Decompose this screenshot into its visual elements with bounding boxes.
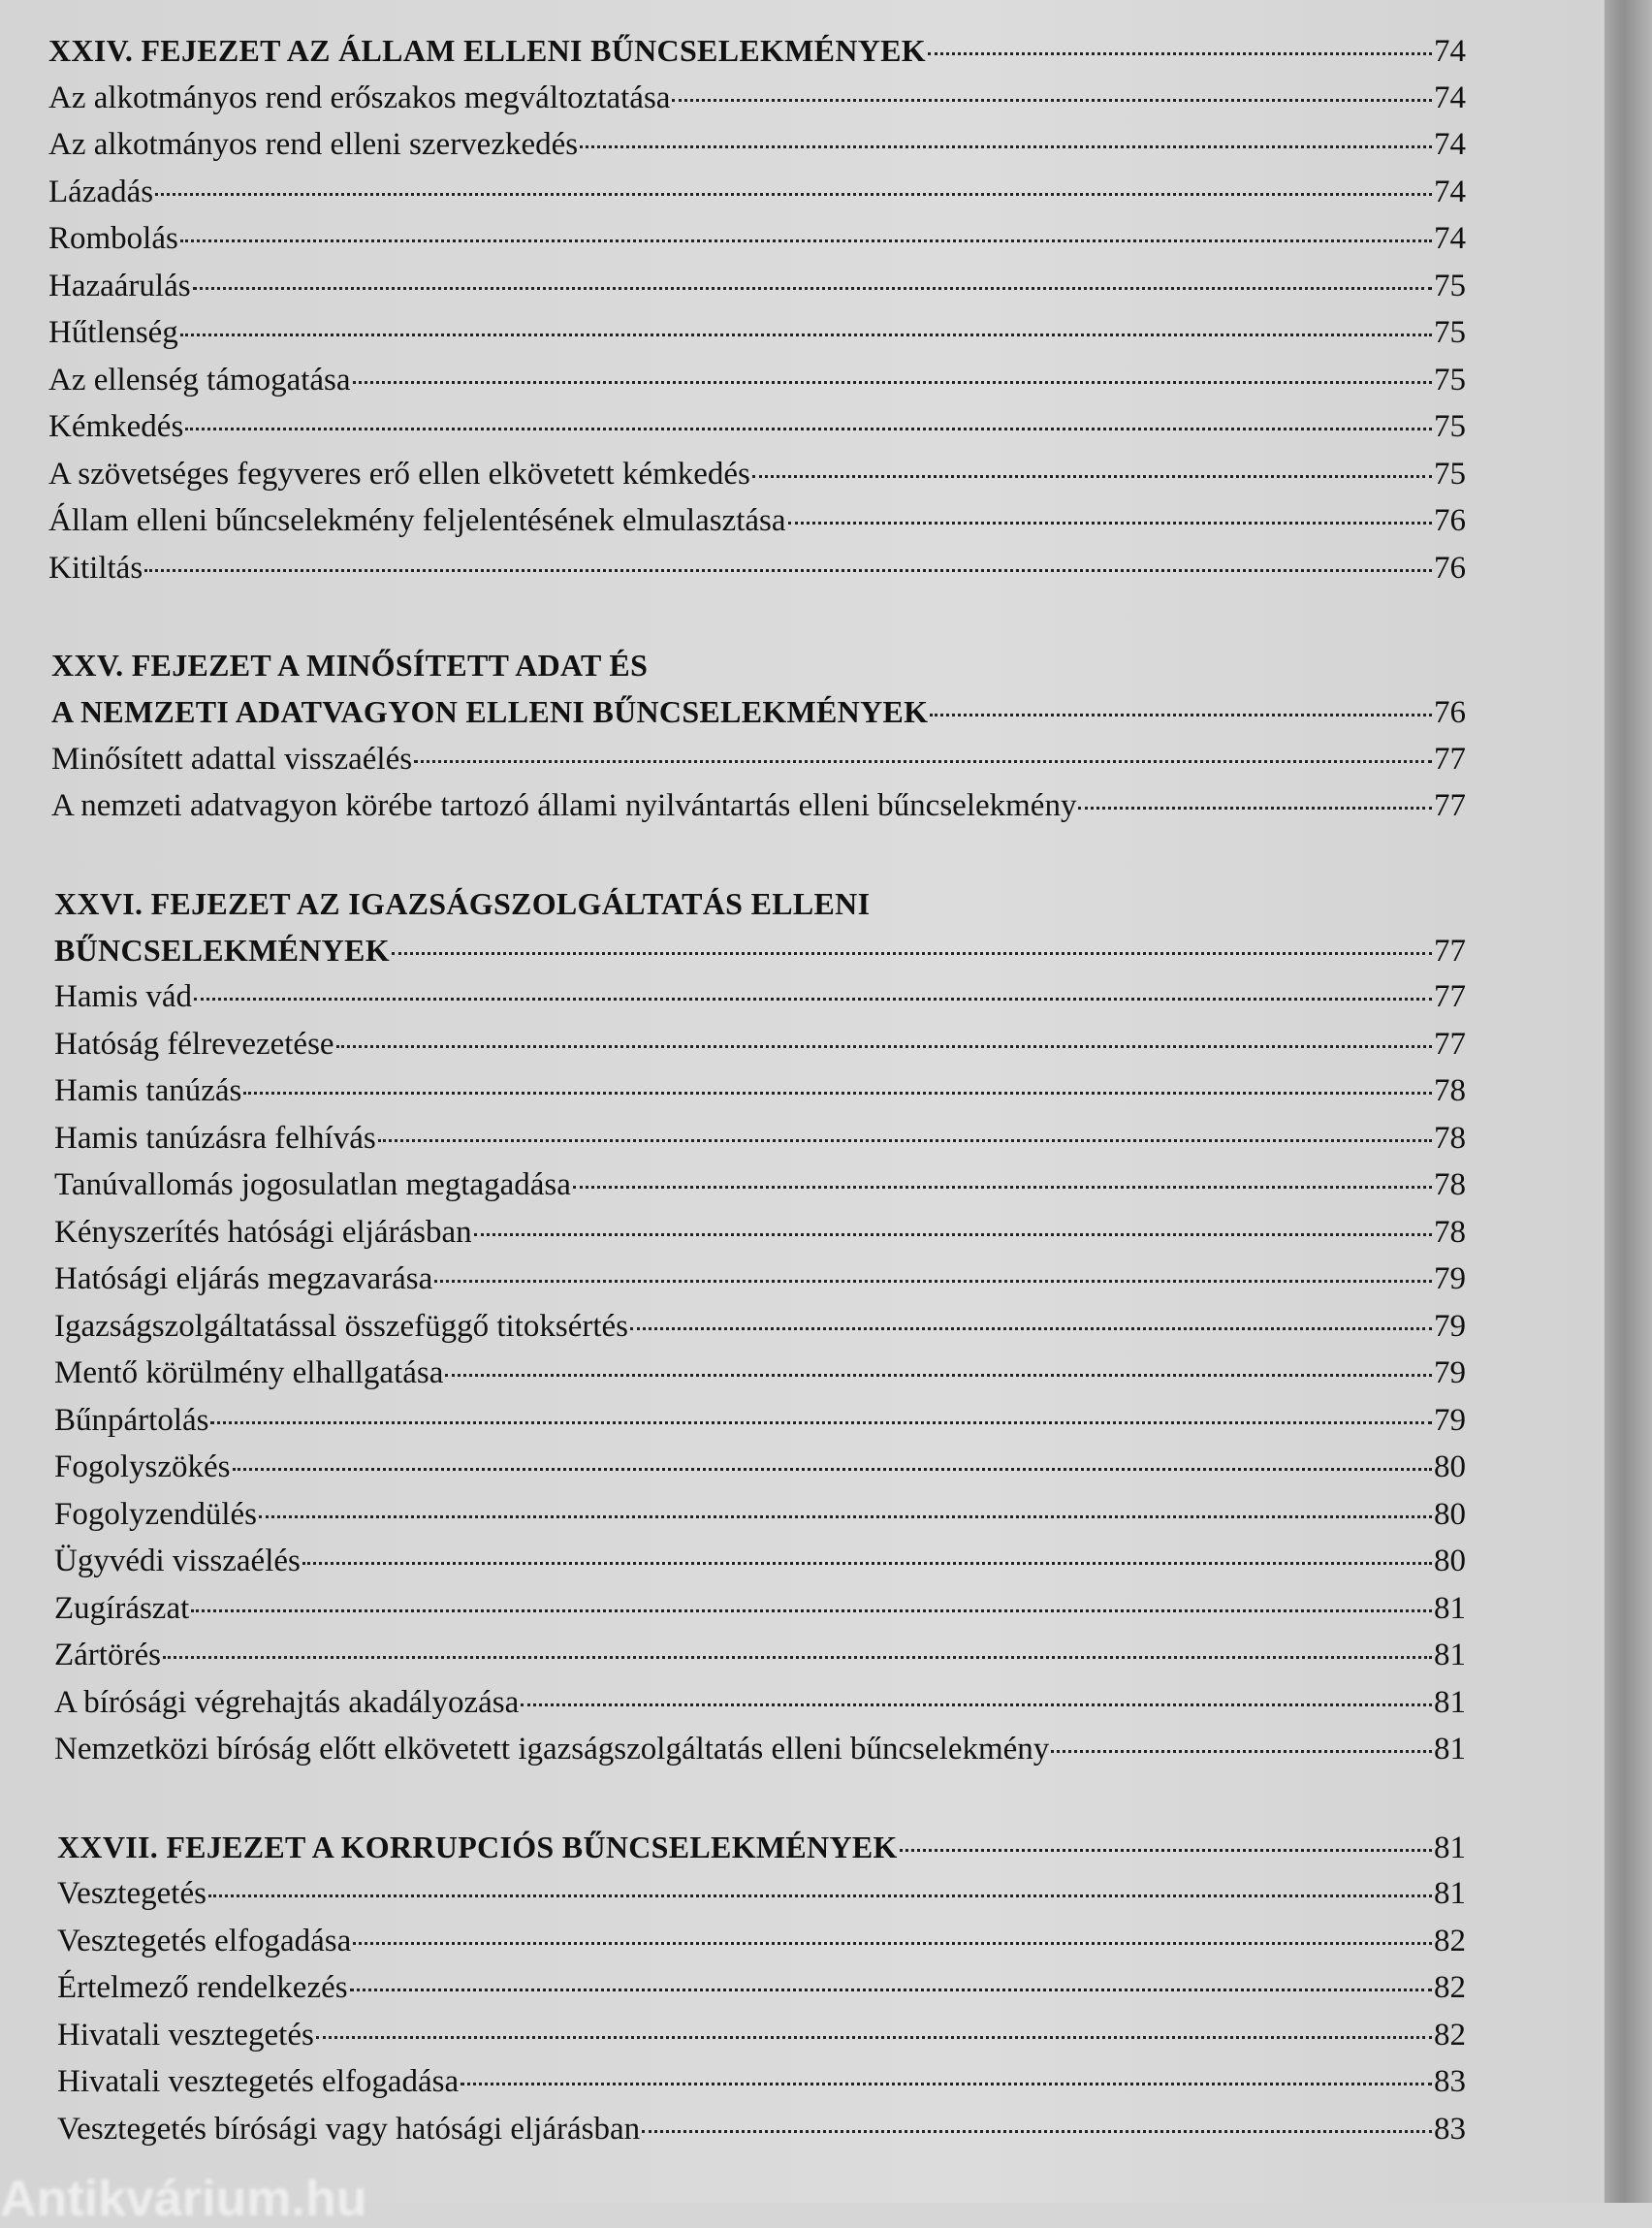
- toc-entry-title: Hatósági eljárás megzavarása: [54, 1261, 433, 1296]
- page-number: 76: [1434, 550, 1466, 586]
- toc-entry-title: Kényszerítés hatósági eljárásban: [54, 1214, 472, 1250]
- dot-leader: [930, 714, 1432, 716]
- toc-entry: [54, 1303, 1466, 1351]
- dot-leader: [191, 1609, 1432, 1612]
- dot-leader: [185, 428, 1432, 430]
- chapter-heading-line: XXV. FEJEZET A MINŐSÍTETT ADAT ÉS: [51, 648, 649, 683]
- toc-entry-title: Hűtlenség: [48, 315, 178, 350]
- toc-entry: [48, 357, 1466, 404]
- dot-leader: [259, 1515, 1432, 1518]
- toc-entry-title: Lázadás: [48, 174, 154, 209]
- toc-section: [48, 27, 1466, 591]
- toc-entry-title: Hamis tanúzásra felhívás: [54, 1120, 376, 1156]
- dot-leader: [392, 952, 1432, 955]
- dot-leader: [521, 1703, 1432, 1706]
- toc-entry: [57, 1964, 1466, 2012]
- chapter-heading-title: XXIV. FEJEZET AZ ÁLLAM ELLENI BŰNCSELEKMÉNYEK: [48, 33, 926, 68]
- chapter-heading-line: XXVI. FEJEZET AZ IGAZSÁGSZOLGÁLTATÁS ELLENI: [54, 885, 871, 921]
- toc-entry: [48, 75, 1466, 122]
- toc-entry-title: Az alkotmányos rend elleni szervezkedés: [48, 127, 579, 162]
- dot-leader: [243, 1092, 1432, 1095]
- toc-entry-title: Bűnpártolás: [54, 1402, 209, 1438]
- dot-leader: [353, 1942, 1432, 1945]
- toc-section: [48, 880, 1466, 1773]
- toc-entry: [54, 1162, 1466, 1209]
- page-number: 82: [1434, 1923, 1466, 1958]
- toc-entry-title: Igazságszolgáltatással összefüggő titoksértés: [54, 1308, 628, 1344]
- toc-entry-title: Fogolyszökés: [54, 1449, 231, 1484]
- chapter-heading: [54, 927, 1466, 974]
- toc-entry: [54, 1538, 1466, 1585]
- page-number: 76: [1434, 503, 1466, 538]
- table-of-contents: [48, 27, 1466, 2203]
- page-number: 77: [1434, 933, 1466, 969]
- toc-entry: [48, 215, 1466, 263]
- toc-entry-title: Hatóság félrevezetése: [54, 1026, 334, 1062]
- toc-entry: [54, 1021, 1466, 1068]
- toc-entry-title: Minősített adattal visszaélés: [51, 741, 413, 777]
- page-number: 83: [1434, 2111, 1466, 2147]
- page-edge: [1604, 0, 1652, 2203]
- chapter-heading-title: XXVII. FEJEZET A KORRUPCIÓS BŰNCSELEKMÉNYEK: [57, 1829, 898, 1864]
- toc-entry: [51, 736, 1466, 783]
- toc-entry: [54, 1444, 1466, 1491]
- dot-leader: [461, 2083, 1432, 2085]
- page-number: 79: [1434, 1355, 1466, 1390]
- page-number: 74: [1434, 127, 1466, 162]
- dot-leader: [928, 52, 1432, 55]
- page-number: 78: [1434, 1073, 1466, 1108]
- toc-entry-title: Rombolás: [48, 221, 178, 256]
- toc-entry-title: Kitiltás: [48, 550, 143, 586]
- toc-entry: [54, 1491, 1466, 1539]
- dot-leader: [573, 1186, 1432, 1189]
- page-number: 80: [1434, 1544, 1466, 1578]
- toc-entry: [54, 1209, 1466, 1257]
- toc-entry-title: Az ellenség támogatása: [48, 362, 351, 398]
- toc-entry-title: Zártörés: [54, 1638, 161, 1672]
- page-number: 81: [1434, 1684, 1466, 1720]
- toc-entry-title: Hazaárulás: [48, 268, 191, 303]
- dot-leader: [194, 998, 1432, 1001]
- toc-entry-title: Hivatali vesztegetés elfogadása: [57, 2064, 460, 2099]
- page-number: 75: [1434, 315, 1466, 350]
- toc-entry: [48, 451, 1466, 498]
- toc-entry-title: Vesztegetés: [57, 1876, 206, 1911]
- dot-leader: [193, 287, 1432, 290]
- toc-entry-title: Tanúvallomás jogosulatlan megtagadása: [54, 1167, 571, 1202]
- toc-entry-title: Fogolyzendülés: [54, 1496, 257, 1532]
- toc-entry-title: Vesztegetés elfogadása: [57, 1923, 352, 1958]
- toc-entry-title: Ügyvédi visszaélés: [54, 1544, 301, 1578]
- page-number: 75: [1434, 409, 1466, 444]
- page-number: 79: [1434, 1402, 1466, 1438]
- dot-leader: [900, 1849, 1432, 1852]
- dot-leader: [316, 2036, 1432, 2039]
- chapter-heading: [51, 688, 1466, 736]
- dot-leader: [210, 1421, 1432, 1424]
- dot-leader: [630, 1327, 1432, 1330]
- toc-entry-title: A nemzeti adatvagyon körébe tartozó állami nyilvántartás elleni bűncselekmény: [51, 788, 1077, 823]
- toc-entry: [48, 121, 1466, 169]
- toc-entry: [54, 1256, 1466, 1303]
- toc-entry-title: A szövetséges fegyveres erő ellen elkövetett kémkedés: [48, 456, 750, 492]
- dot-leader: [414, 760, 1432, 763]
- dot-leader: [353, 381, 1432, 384]
- page-number: 83: [1434, 2064, 1466, 2099]
- dot-leader: [144, 569, 1432, 572]
- toc-entry-title: A bírósági végrehajtás akadályozása: [54, 1684, 520, 1720]
- dot-leader: [752, 475, 1432, 478]
- dot-leader: [474, 1233, 1432, 1236]
- dot-leader: [180, 239, 1432, 242]
- toc-entry: [57, 1870, 1466, 1918]
- dot-leader: [208, 1894, 1432, 1897]
- toc-entry-title: Hivatali vesztegetés: [57, 2017, 314, 2053]
- dot-leader: [434, 1280, 1432, 1283]
- dot-leader: [642, 2130, 1432, 2133]
- toc-entry: [54, 1397, 1466, 1445]
- page-number: 78: [1434, 1120, 1466, 1156]
- page-number: 78: [1434, 1214, 1466, 1250]
- dot-leader: [233, 1468, 1433, 1471]
- dot-leader: [445, 1374, 1432, 1377]
- page-number: 81: [1434, 1830, 1466, 1865]
- page-number: 75: [1434, 362, 1466, 398]
- toc-entry: [54, 1067, 1466, 1115]
- page-number: 76: [1434, 695, 1466, 730]
- toc-entry-title: Mentő körülmény elhallgatása: [54, 1355, 444, 1390]
- watermark: Antikvárium.hu: [0, 2171, 367, 2227]
- toc-entry: [57, 1918, 1466, 1965]
- toc-entry-title: Vesztegetés bírósági vagy hatósági eljárásban: [57, 2111, 641, 2147]
- toc-entry: [48, 263, 1466, 310]
- dot-leader: [180, 334, 1432, 336]
- dot-leader: [155, 193, 1432, 196]
- toc-entry: [48, 497, 1466, 545]
- dot-leader: [302, 1562, 1432, 1565]
- toc-entry: [57, 2012, 1466, 2059]
- chapter-heading: [57, 1824, 1466, 1871]
- page-number: 81: [1434, 1590, 1466, 1626]
- page-number: 77: [1434, 741, 1466, 777]
- toc-entry: [54, 1679, 1466, 1727]
- toc-section: [48, 1824, 1466, 2153]
- dot-leader: [788, 522, 1432, 525]
- toc-entry: [57, 2106, 1466, 2153]
- page-number: 74: [1434, 34, 1466, 69]
- page-number: 82: [1434, 1970, 1466, 2005]
- chapter-heading-title: BŰNCSELEKMÉNYEK: [54, 932, 390, 968]
- toc-entry: [54, 1115, 1466, 1162]
- page-number: 79: [1434, 1308, 1466, 1344]
- page-number: 77: [1434, 1026, 1466, 1062]
- toc-entry: [54, 1350, 1466, 1397]
- chapter-heading-title: A NEMZETI ADATVAGYON ELLENI BŰNCSELEKMÉNYEK: [51, 694, 929, 729]
- dot-leader: [580, 145, 1432, 148]
- toc-entry: [48, 169, 1466, 216]
- toc-entry: [51, 782, 1466, 830]
- dot-leader: [163, 1656, 1432, 1659]
- toc-entry-title: Hamis vád: [54, 979, 193, 1014]
- page-number: 78: [1434, 1167, 1466, 1202]
- page-number: 74: [1434, 80, 1466, 115]
- page-number: 81: [1434, 1732, 1466, 1766]
- toc-entry-title: Állam elleni bűncselekmény feljelentésének elmulasztása: [48, 503, 786, 538]
- toc-entry: [54, 973, 1466, 1021]
- page-number: 74: [1434, 221, 1466, 256]
- dot-leader: [1051, 1750, 1432, 1753]
- dot-leader: [350, 1989, 1432, 1991]
- toc-entry-title: Zugírászat: [54, 1590, 190, 1626]
- page-number: 82: [1434, 2017, 1466, 2053]
- page-number: 75: [1434, 456, 1466, 492]
- page-number: 80: [1434, 1449, 1466, 1484]
- toc-entry: [54, 1585, 1466, 1633]
- page-number: 75: [1434, 268, 1466, 303]
- page-number: 77: [1434, 788, 1466, 823]
- toc-entry: [48, 403, 1466, 451]
- toc-entry: [57, 2058, 1466, 2106]
- dot-leader: [336, 1045, 1432, 1048]
- chapter-heading: [48, 27, 1466, 75]
- page-number: 81: [1434, 1638, 1466, 1672]
- dot-leader: [672, 99, 1432, 102]
- toc-entry: [54, 1632, 1466, 1679]
- toc-entry-title: Értelmező rendelkezés: [57, 1970, 348, 2005]
- toc-entry-title: Nemzetközi bíróság előtt elkövetett igazságszolgáltatás elleni bűncselekmény: [54, 1732, 1050, 1766]
- toc-section: [48, 642, 1466, 830]
- toc-entry: [48, 545, 1466, 592]
- page-number: 81: [1434, 1876, 1466, 1911]
- toc-entry: [54, 1726, 1466, 1773]
- page-number: 74: [1434, 174, 1466, 209]
- page-number: 80: [1434, 1496, 1466, 1532]
- toc-entry-title: Kémkedés: [48, 409, 184, 444]
- toc-entry: [48, 309, 1466, 357]
- page-number: 77: [1434, 979, 1466, 1014]
- dot-leader: [1078, 807, 1432, 810]
- toc-entry-title: Az alkotmányos rend erőszakos megváltoztatása: [48, 80, 671, 115]
- toc-entry-title: Hamis tanúzás: [54, 1073, 242, 1108]
- dot-leader: [378, 1139, 1432, 1142]
- page-number: 79: [1434, 1261, 1466, 1296]
